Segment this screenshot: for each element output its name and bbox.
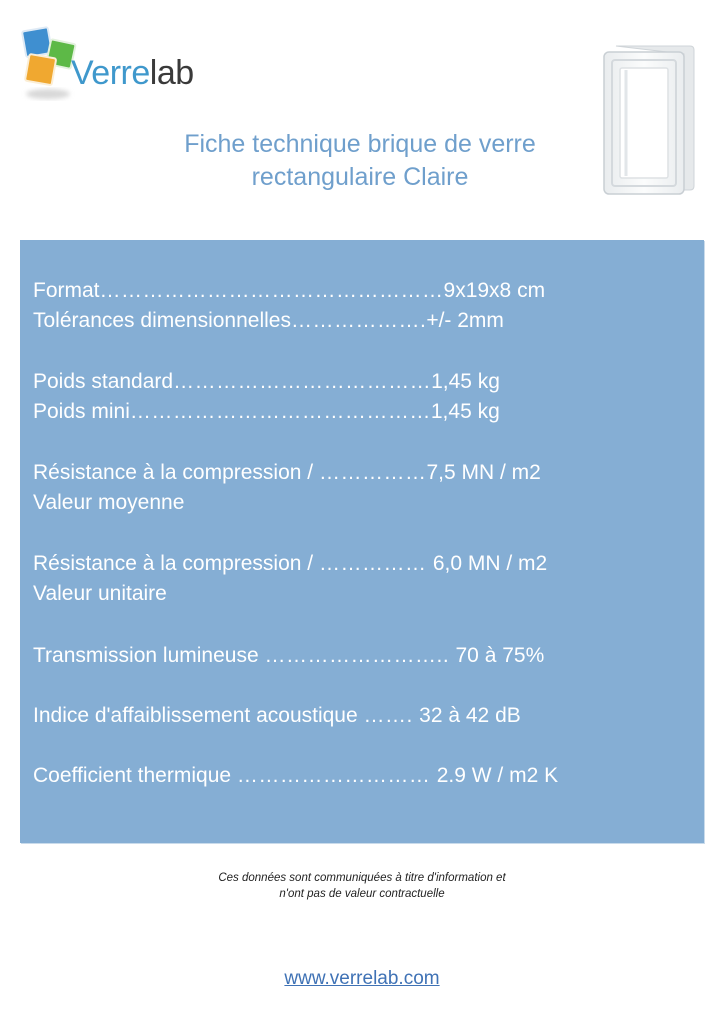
spec-label: Résistance à la compression / (33, 552, 319, 575)
spec-row-compression-moyenne (33, 458, 541, 488)
spec-leader-dots: …………………….. (264, 644, 456, 667)
spec-label: Résistance à la compression / (33, 461, 319, 484)
spec-label: Poids mini (33, 400, 130, 423)
spec-leader-dots: ……. (363, 704, 420, 727)
spec-label: Indice d'affaiblissement acoustique (33, 704, 364, 727)
website-link[interactable]: www.verrelab.com (284, 968, 440, 989)
spec-leader-dots: ………………………………………… (99, 279, 444, 302)
spec-sublabel-valeur-unitaire: Valeur unitaire (33, 582, 167, 605)
spec-label: Format (33, 279, 100, 302)
spec-leader-dots: …………………………………… (129, 400, 431, 423)
spec-value: +/- 2mm (426, 309, 504, 332)
spec-value: 1,45 kg (430, 400, 500, 423)
spec-value: 9x19x8 cm (443, 279, 546, 302)
disclaimer-line-1: Ces données sont communiquées à titre d'information et (218, 872, 506, 884)
spec-row-format (33, 276, 545, 306)
spec-panel (20, 240, 704, 843)
spec-value: 70 à 75% (455, 644, 545, 667)
spec-value: 2.9 W / m2 K (436, 764, 559, 787)
spec-label: Coefficient thermique (33, 764, 237, 787)
spec-leader-dots: …………… (318, 552, 433, 575)
spec-row-compression-unitaire (33, 549, 547, 579)
verrelab-logo (18, 24, 198, 114)
spec-label: Poids standard (33, 370, 174, 393)
spec-label: Transmission lumineuse (33, 644, 265, 667)
spec-value: 7,5 MN / m2 (426, 461, 541, 484)
spec-value: 1,45 kg (431, 370, 500, 393)
spec-row-thermique (33, 761, 558, 791)
spec-row-poids-standard (33, 367, 500, 397)
spec-leader-dots: ……………………… (236, 764, 437, 787)
spec-row-tolerances (33, 306, 504, 336)
spec-value: 32 à 42 dB (419, 704, 521, 727)
spec-row-transmission (33, 641, 544, 671)
disclaimer-line-2: n'ont pas de valeur contractuelle (279, 888, 445, 900)
logo-wordmark (71, 56, 194, 90)
spec-leader-dots: ………………. (290, 309, 427, 332)
page-title (100, 128, 620, 194)
spec-row-poids-mini (33, 397, 500, 427)
spec-label: Tolérances dimensionnelles (33, 309, 291, 332)
spec-value: 6,0 MN / m2 (432, 552, 548, 575)
title-line-2: rectangulaire Claire (251, 163, 469, 191)
logo-text-verre: Verre (71, 54, 150, 92)
spec-leader-dots: …………… (318, 461, 427, 484)
disclaimer (120, 870, 604, 902)
logo-text-lab: lab (149, 54, 194, 92)
title-line-1: Fiche technique brique de verre (184, 130, 536, 158)
spec-leader-dots: ……………………………… (173, 370, 432, 393)
spec-row-acoustique (33, 701, 521, 731)
spec-sublabel-valeur-moyenne: Valeur moyenne (33, 491, 185, 514)
